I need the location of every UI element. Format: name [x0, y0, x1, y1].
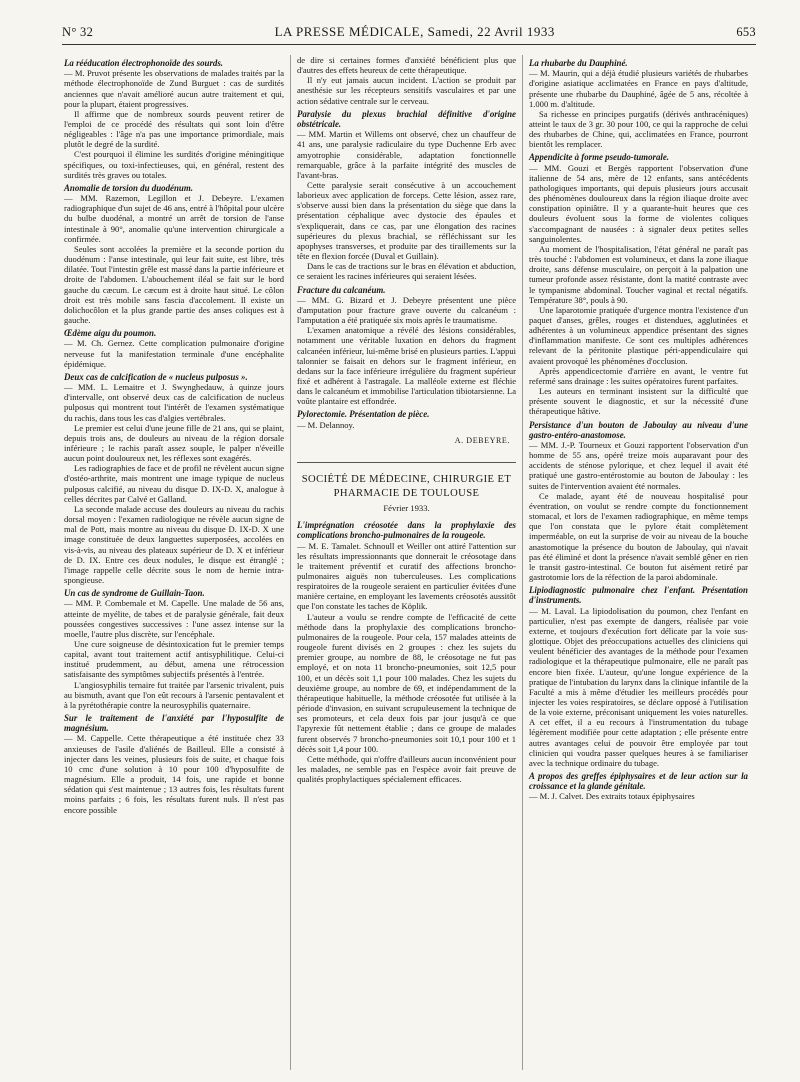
paragraph: L'examen anatomique a révélé des lésions considérables, notamment une véritable luxation en dehors du fragment calcanéen inférieur, lui-même brisé en plusieurs parties. L'appui talonnier se faisait en dehors sur le fragment inférieur, en dedans sur la face inférieure irrégulière du fragment supérieur fixé et adhérent à l'astragale. La malléole externe est fléchie dans le calcanéum et immobilise l'articulation tibiotarsienne. La voûte plantaire est effondrée. — [297, 325, 516, 407]
paragraph: Une laparotomie pratiquée d'urgence montra l'existence d'un paquet d'anses, grêles, rouges et distendues, agglutinées et adhérentes à un volumineux appendice présentant des signes d'inflammation manifeste. Ce sont ces multiples adhérences relevant de la péritonite plastique péri-appendiculaire qui avaient provoqué les phénomènes d'occlusion. — [529, 304, 748, 366]
abstract-text: — M. J. Calvet. Des extraits totaux épiphysaires — [529, 791, 695, 802]
abstract-title: Pylorectomie. Présentation de pièce. — [297, 409, 430, 420]
paragraph: L'auteur a voulu se rendre compte de l'efficacité de cette méthode dans la prophylaxie des complications broncho-pulmonaires de la rougeole. Pour cela, 157 malades atteints de rougeole furent divisés en 2 groupes : chez les sujets du premier groupe, au nombre de 88, le créosotage ne fut pas employé, et on nota 11 broncho-pneumonies, soit 12,5 pour 100, et un décès soit 1,1 pour 100 malades. Chez les sujets du deuxième groupe, au nombre de 69, et indépendamment de la thérapeutique habituelle, la méthode créosotée fut utilisée à la période d'invasion, en suivant scrupuleusement la technique de ses promoteurs, et cela deux fois par jour jusqu'à ce que l'apyrexie fût nettement établie ; dans ce groupe de malades furent observés 7 broncho-pneumonies soit 10,1 pour 100 et 1 décès soit 1,4 pour 100. — [297, 611, 516, 754]
abstract-title: Appendicite à forme pseudo-tumorale. — [529, 152, 670, 163]
paragraph: Il n'y eut jamais aucun incident. L'action se produit par anesthésie sur les récepteurs sensitifs vasculaires et par une action sédative centrale sur le cerveau. — [297, 75, 516, 106]
abstract-text: — MM. P. Combemale et M. Capelle. Une malade de 56 ans, atteinte de myélite, de tabes et de paralysie générale, fait deux poussées congestives successives : l'une assez intense sur la moelle, l'autre plus discrète, sur l'encéphale. — [64, 598, 284, 639]
abstract-text: — M. Ch. Gernez. Cette complication pulmonaire d'origine nerveuse fut la manifestation terminale d'une encéphalite épidémique. — [64, 338, 284, 369]
page-number: 653 — [736, 25, 756, 39]
paragraph: Sa richesse en principes purgatifs (dérivés anthracéniques) atteint le taux de 3 gr. 30 pour 100, ce qui la rapproche de celui des rhubarbes de Chine, qui, acclimatées en France, pourront bientôt les remplacer. — [529, 108, 748, 150]
abstract-text: — M. Maurin, qui a déjà étudié plusieurs variétés de rhubarbes d'origine asiatique acclimatées en France en pays d'altitude, présente une rhubarbe du Dauphiné, âgée de 5 ans, récoltée à 1.000 m. d'altitude. — [529, 68, 748, 109]
abstract-text: — M. Pruvot présente les observations de malades traités par la méthode électrophonoïde de Zund Burguet : cas de surdités anciennes que n'avait amélioré aucun autre traitement et qui, pour la plupart, étaient progressives. — [64, 68, 284, 109]
abstract-title: Paralysie du plexus brachial définitive d'origine obstétricale. — [297, 108, 516, 129]
abstract-title: Fracture du calcanéum. — [297, 284, 386, 295]
abstract-title: Un cas de syndrome de Guillain-Taon. — [64, 588, 205, 599]
text-columns — [58, 55, 754, 1070]
author-signature: A. DEBEYRE. — [454, 435, 510, 445]
society-date: Février 1933. — [383, 502, 430, 513]
abstract-title: L'imprégnation créosotée dans la prophylaxie des complications broncho-pulmonaires de la rougeole. — [297, 520, 516, 541]
column-1 — [58, 55, 290, 1070]
header-rule — [62, 44, 756, 45]
abstract-title: Anomalie de torsion du duodénum. — [64, 182, 193, 193]
column-2 — [290, 55, 522, 1070]
paragraph: de dire si certaines formes d'anxiété bénéficient plus que d'autres des effets heureux de cette thérapeutique. — [297, 55, 516, 76]
abstract-text: — MM. Gouzi et Bergès rapportent l'observation d'une italienne de 54 ans, mère de 12 enfants, sans antécédents pathologiques importants, qui depuis plusieurs jours accusait des phénomènes douloureux dans la région iliaque droite avec constipation opiniâtre. Il y a quarante-huit heures que ces douleurs évoluent sous la forme de violentes coliques s'accompagnant de nausées : à signaler deux petites selles sanguinolentes. — [529, 162, 748, 244]
paragraph: Les radiographies de face et de profil ne révèlent aucun signe d'ostéo-arthrite, mais montrent une image typique de nucleus pulposus calcifié, au niveau du disque D. IX-D. X, analogue à celles décrites par Calvé et Galland. — [64, 463, 284, 504]
issue-number: N° 32 — [62, 25, 94, 39]
paragraph: Les auteurs en terminant insistent sur la difficulté que présente souvent le diagnostic, et sur la nécessité d'une thérapeutique hâtive. — [529, 386, 748, 417]
abstract-title: Œdème aigu du poumon. — [64, 328, 157, 339]
paragraph: Seules sont accolées la première et la seconde portion du duodénum : l'anse intestinale, qui leur fait suite, est libre, très dilatée. Tout l'intestin grêle est massé dans la partie inférieure et droite de l'abdomen. L'abouchement iléal se fait sur le bord gauche du cæcum. Le cæcum est à droite haut situé. Le côlon droit est très mobile sans fascia d'accolement. Il existe un dolichocôlon et la plus grande partie des anses coliques est à gauche. — [64, 243, 284, 325]
paragraph: Il affirme que de nombreux sourds peuvent retirer de l'emploi de ce procédé des résultats qui sont loin d'être négligeables : l'âge n'a pas une importance primordiale, mais plutôt le degré de la surdité. — [64, 108, 284, 150]
column-3 — [522, 55, 754, 1070]
abstract-text: — MM. G. Bizard et J. Debeyre présentent une pièce d'amputation pour fracture grave ouverte du calcanéum : l'amputation a été pratiquée six mois après le traumatisme. — [297, 294, 516, 326]
abstract-text: — MM. J.-P. Tourneux et Gouzi rapportent l'observation d'un homme de 55 ans, opéré treize mois auparavant pour des accidents de sténose pylorique, et chez lequel il avait été pratiqué une gastro-entérostomie au bouton de Jaboulay : les suites de l'intervention avaient été normales. — [529, 439, 748, 491]
abstract-text: — M. Laval. La lipiodolisation du poumon, chez l'enfant en particulier, n'est pas exempte de dangers, réalisée par voie externe, et toujours d'exécution fort délicate par la voie sus-glottique. Objet des préoccupations actuelles des cliniciens qui veulent bénéficier des avantages de la méthode pour l'examen radiologique et la thérapeutique pulmonaire, elle ne paraît pas encore bien fixée. L'auteur, qu'une longue expérience de la pratique de l'intubation du larynx dans la clinique infantile de la Faculté a mis à même d'étudier les meilleurs procédés pour injecter les voies respiratoires, se déclare opposé à l'utilisation de la voie externe, préconisant uniquement les voies naturelles. A cet effet, il a eu recours à l'instrumentation du tubage légèrement modifiée pour cette adaptation ; elle présente entre autres avantages celui de pouvoir être employée par tout clinicien qui voudra passer quelques heures à se familiariser avec la technique ordinaire du tubage. — [529, 605, 748, 768]
abstract-title: La rééducation électrophonoïde des sourds. — [64, 58, 224, 68]
paragraph: Ce malade, ayant été de nouveau hospitalisé pour éventration, on voulut se rendre compte du fonctionnement stomacal, et lors de l'examen radiographique, en même temps que l'on constata que le pylore était complètement imperméable, on eut la surprise de voir au niveau de la bouche anastomotique la présence du bouton de Jaboulay, qui n'avait pas été éliminé et dont la présence n'avait semblé gêner en rien le transit gastro-intestinal. Ce bouton fut aisément retiré par gastrotomie lors de la réfection de la paroi abdominale. — [529, 490, 748, 582]
abstract-text: — M. Delannoy. — [297, 419, 355, 430]
abstract-text: — M. Cappelle. Cette thérapeutique a été instituée chez 33 anxieuses de l'asile d'aliénés de Bailleul. Elle a consisté à injecter dans les veines, plusieurs fois de suite, et chaque fois 10 cmc d'une solution à 10 pour 100 d'hyposulfite de magnésium. Elle a produit, 14 fois, une rapide et bonne sédation qui s'est maintenue ; 13 autres fois, les résultats furent moins parfaits ; 6 fois, les résultats furent nuls. Il n'est pas encore possible — [64, 733, 284, 815]
paragraph: Une cure soigneuse de désintoxication fut le premier temps capital, avant tout traitement actif antisyphilitique. Celui-ci institué prudemment, au début, amena une rétrocession satisfaisante des symptômes subjectifs présentés à l'entrée. — [64, 638, 284, 680]
paragraph: Cette méthode, qui n'offre d'ailleurs aucun inconvénient pour les malades, ne semble pas en l'espèce avoir fait preuve de qualités prophylactiques spécialement efficaces. — [297, 753, 516, 785]
paragraph: Au moment de l'hospitalisation, l'état général ne paraît pas très touché : l'abdomen est volumineux, et dans la zone iliaque droite, sans défense musculaire, on perçoit à la palpation une tumeur profonde assez résistante, dont la matité contraste avec le tympanisme abdominal. Toucher vaginal et rectal négatifs. Température 38°, pouls à 90. — [529, 243, 748, 305]
abstract-text: — MM. Martin et Willems ont observé, chez un chauffeur de 41 ans, une paralysie radiculaire du type Duchenne Erb avec amyotrophie considérable, adaptation fonctionnelle remarquable, grâce à la parfaite intégrité des muscles de l'avant-bras. — [297, 129, 516, 180]
paragraph: L'angiosyphilis ternaire fut traitée par l'arsenic trivalent, puis au bismuth, avant que l'on eût recours à l'arsenic pentavalent et à la pyrétothérapie contre la neurosyphilis quaternaire. — [64, 679, 284, 710]
running-head — [62, 24, 756, 44]
paragraph: Le premier est celui d'une jeune fille de 21 ans, qui se plaint, depuis trois ans, de douleurs au niveau de la région dorsale inférieure ; le rachis paraît assez souple, le palper n'éveille aucun point douloureux net, les réflexes sont exagérés. — [64, 422, 284, 464]
abstract-title: Persistance d'un bouton de Jaboulay au niveau d'une gastro-entéro-anastomose. — [529, 419, 748, 440]
society-heading: SOCIÉTÉ DE MÉDECINE, CHIRURGIE ET PHARMACIE DE TOULOUSE — [297, 462, 516, 501]
paragraph: C'est pourquoi il élimine les surdités d'origine méningitique spécifiques, ou toxi-infectieuses, qui, en général, restent des surdités très graves ou totales. — [64, 149, 284, 180]
abstract-text: — MM. Razemon, Legillon et J. Debeyre. L'examen radiographique d'un sujet de 46 ans, entré à l'hôpital pour ulcère du bulbe duodénal, a montré un arrêt de torsion de l'anse intestinale à 90°, anomalie qu'une intervention chirurgicale a confirmée. — [64, 193, 284, 244]
abstract-text: — M. E. Tamalet. Schnoull et Weiller ont attiré l'attention sur les résultats impressionnants que donnerait le créosotage dans le traitement préventif et curatif des affections broncho-pulmonaires aiguës non tuberculeuses. Les complications respiratoires de la rougeole seraient en particulier évitées d'une manière certaine, en employant les lavements créosotés aussitôt que l'on constate les taches de Köplik. — [297, 540, 516, 612]
paragraph: La seconde malade accuse des douleurs au niveau du rachis dorsal moyen : l'examen radiologique ne révèle aucun signe de mal de Pott, mais montre au niveau du disque D. IX-D. X une image constituée de deux languettes superposées, accolées en vis-à-vis, au niveau des plateaux supérieur de D. X et inférieur de D. IX. Entre ces deux nodules, le disque est étranglé ; l'image rappelle celle décrite sous le nom de hernie intra-spongieuse. — [64, 503, 284, 585]
paragraph: Après appendicectomie d'arrière en avant, le ventre fut refermé sans drainage : les suites opératoires furent parfaites. — [529, 365, 748, 386]
abstract-text: — MM. L. Lemaitre et J. Swynghedauw, à quinze jours d'intervalle, ont observé deux cas de calcification de nucleus pulposus qui montrent tout l'intérêt de l'examen systématique du rachis, dans tous les cas d'algies vertébrales. — [64, 382, 284, 423]
abstract-title: A propos des greffes épiphysaires et de leur action sur la croissance et la glande génitale. — [529, 771, 748, 792]
abstract-title: La rhubarbe du Dauphiné. — [529, 58, 628, 68]
abstract-title: Lipiodiagnostic pulmonaire chez l'enfant. Présentation d'instruments. — [529, 585, 748, 606]
abstract-title: Deux cas de calcification de « nucleus pulposus ». — [64, 371, 248, 382]
abstract-title: Sur le traitement de l'anxiété par l'hyposulfite de magnésium. — [64, 713, 284, 734]
journal-title: LA PRESSE MÉDICALE, Samedi, 22 Avril 1933 — [274, 24, 555, 39]
paragraph: Dans le cas de tractions sur le bras en élévation et abduction, ce seraient les racines inférieures qui seraient lésées. — [297, 261, 516, 282]
paragraph: Cette paralysie serait consécutive à un accouchement laborieux avec application de forceps. Cette lésion, assez rare, s'observe aussi bien dans la présentation du siège que dans la présentation céphalique avec dystocie des épaules et s'expliquerait, dans ce cas, par une élongation des racines supérieures du plexus brachial, se réfléchissant sur les apophyses transverses, et produite par des tiraillements sur la tête en flexion forcée (Duval et Guillain). — [297, 179, 516, 262]
